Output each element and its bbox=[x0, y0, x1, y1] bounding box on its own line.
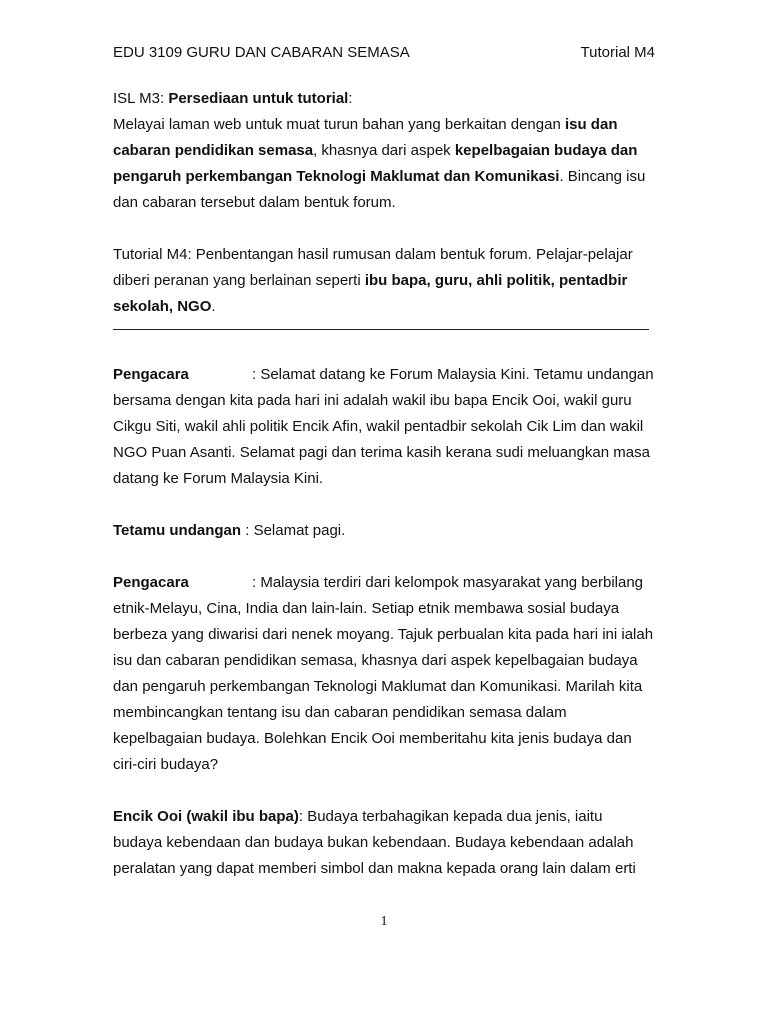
page-number: 1 bbox=[380, 914, 388, 929]
dialogue-paragraph-2 bbox=[113, 518, 655, 544]
isl-text-2: , khasnya dari aspek bbox=[313, 142, 455, 159]
isl-label: ISL M3: bbox=[113, 90, 169, 107]
isl-bold-2: kepelbagaian budaya dan pengaruh perkembangan Teknologi Maklumat dan Komunikasi bbox=[113, 142, 638, 185]
dialogue-text-2: : Selamat pagi. bbox=[241, 522, 346, 539]
document-body bbox=[113, 86, 655, 882]
dialogue-paragraph-3 bbox=[113, 570, 655, 778]
dialogue-text-1: : Selamat datang ke Forum Malaysia Kini. Tetamu undangan bersama dengan kita pada hari ini adalah wakil ibu bapa Encik Ooi, wakil guru Cikgu Siti, wakil ahli politik Encik Afin, wakil pentadbir sekolah Cik Lim dan wakil NGO Puan Asanti. Selamat pagi dan terima kasih kerana sudi meluangkan masa datang ke Forum Malaysia Kini. bbox=[113, 366, 654, 487]
speaker-encik-ooi: Encik Ooi (wakil ibu bapa) bbox=[113, 808, 299, 825]
isl-heading bbox=[113, 86, 655, 112]
dialogue-text-4: : Budaya terbahagikan kepada dua jenis, iaitu budaya kebendaan dan budaya bukan kebendaan. Budaya kebendaan adalah peralatan yang dapat memberi simbol dan makna kepada orang lain dalam erti bbox=[113, 808, 636, 877]
tutorial-label: Tutorial M4 bbox=[580, 44, 655, 61]
tutorial-text-2: . bbox=[211, 298, 216, 315]
separator-line bbox=[113, 329, 649, 330]
dialogue-paragraph-4 bbox=[113, 804, 655, 882]
dialogue-text-3: : Malaysia terdiri dari kelompok masyarakat yang berbilang etnik-Melayu, Cina, India dan lain-lain. Setiap etnik membawa sosial budaya berbeza yang diwarisi dari nenek moyang. Tajuk perbualan kita pada hari ini ialah isu dan cabaran pendidikan semasa, khasnya dari aspek kepelbagaian budaya dan pengaruh perkembangan Teknologi Maklumat dan Komunikasi. Marilah kita membincangkan tentang isu dan cabaran pendidikan semasa dalam kepelbagaian budaya. Bolehkan Encik Ooi memberitahu kita jenis budaya dan ciri-ciri budaya? bbox=[113, 574, 654, 773]
speaker-tetamu: Tetamu undangan bbox=[113, 522, 242, 539]
isl-text-1: Melayai laman web untuk muat turun bahan yang berkaitan dengan bbox=[113, 116, 565, 133]
dialogue-paragraph-1 bbox=[113, 362, 655, 492]
tutorial-paragraph bbox=[113, 242, 655, 320]
tutorial-text-1: Tutorial M4: Penbentangan hasil rumusan dalam bentuk forum. Pelajar-pelajar diberi peranan yang berlainan seperti bbox=[113, 246, 633, 289]
speaker-pengacara-2: Pengacara bbox=[113, 574, 189, 591]
isl-paragraph bbox=[113, 112, 655, 216]
isl-bold-1: isu dan cabaran pendidikan semasa bbox=[113, 116, 618, 159]
course-title: EDU 3109 GURU DAN CABARAN SEMASA bbox=[113, 44, 410, 61]
tutorial-bold-roles: ibu bapa, guru, ahli politik, pentadbir sekolah, NGO bbox=[113, 272, 628, 315]
isl-colon: : bbox=[348, 90, 353, 107]
isl-text-3: . Bincang isu dan cabaran tersebut dalam bentuk forum. bbox=[113, 168, 646, 211]
speaker-pengacara: Pengacara bbox=[113, 366, 189, 383]
isl-title: Persediaan untuk tutorial bbox=[168, 90, 349, 107]
